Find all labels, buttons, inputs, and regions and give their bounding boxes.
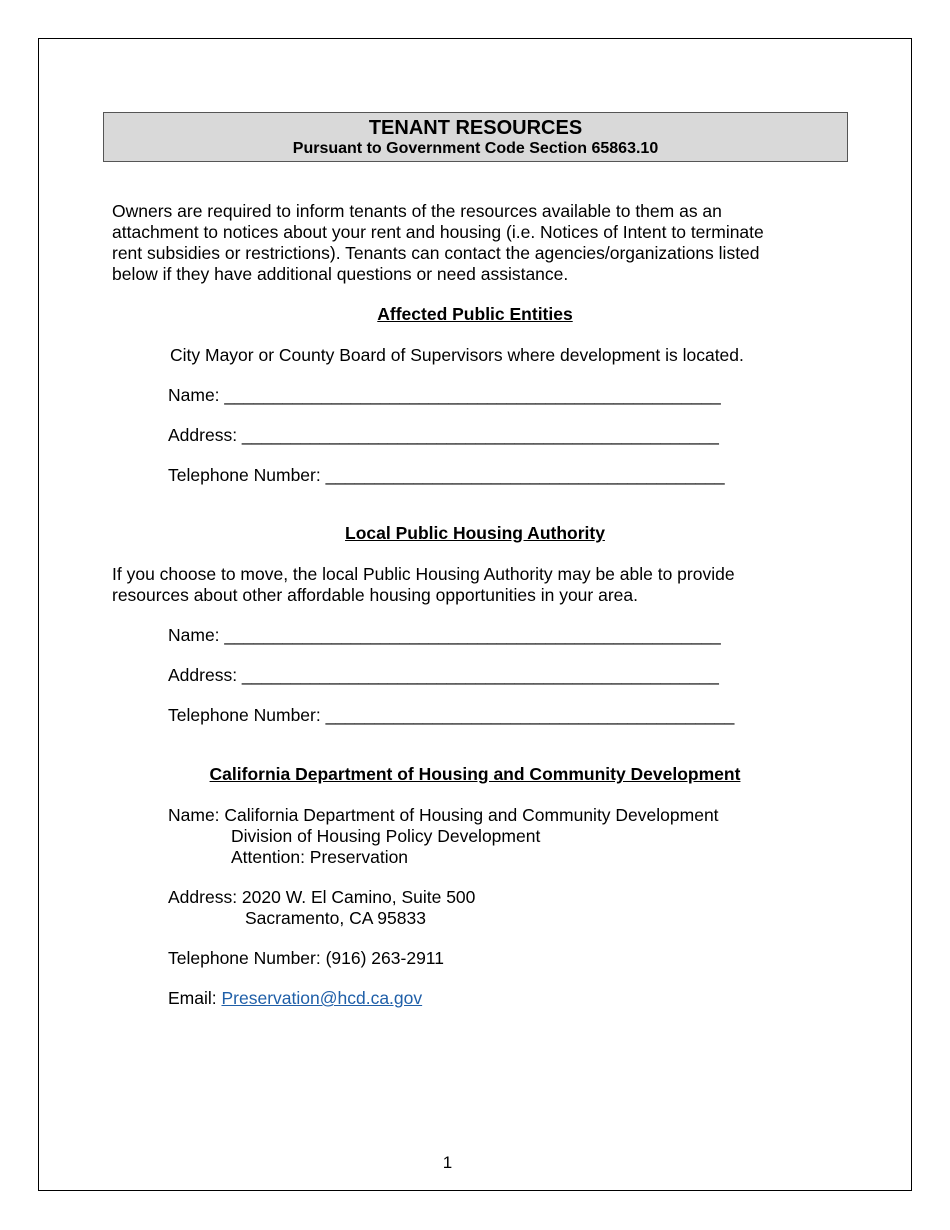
- hcd-telephone: Telephone Number: (916) 263-2911: [168, 948, 444, 968]
- intro-line: attachment to notices about your rent and housing (i.e. Notices of Intent to terminate: [112, 222, 764, 242]
- hcd-attention-line: Attention: Preservation: [231, 847, 409, 867]
- page-title: TENANT RESOURCES: [368, 117, 583, 139]
- hcd-email-label: Email:: [168, 988, 222, 1008]
- affected-name-field: Name: ___________________________________________________: [168, 385, 721, 405]
- page-number: 1: [442, 1153, 453, 1172]
- intro-line: below if they have additional questions or need assistance.: [112, 264, 569, 284]
- hcd-heading: California Department of Housing and Community Development: [209, 764, 741, 784]
- intro-line: rent subsidies or restrictions). Tenants can contact the agencies/organizations listed: [112, 243, 760, 263]
- pha-heading: Local Public Housing Authority: [345, 523, 605, 543]
- hcd-name-line: Name: California Department of Housing and Community Development: [168, 805, 719, 825]
- page-subtitle: Pursuant to Government Code Section 65863.10: [292, 140, 659, 157]
- hcd-email-link[interactable]: Preservation@hcd.ca.gov: [221, 988, 423, 1008]
- affected-description: City Mayor or County Board of Supervisors where development is located.: [170, 345, 744, 365]
- affected-entities-heading: Affected Public Entities: [377, 304, 573, 324]
- pha-line: If you choose to move, the local Public Housing Authority may be able to provide: [112, 564, 735, 584]
- affected-telephone-field: Telephone Number: _________________________________________: [168, 465, 725, 485]
- pha-name-field: Name: ___________________________________________________: [168, 625, 721, 645]
- hcd-city-line: Sacramento, CA 95833: [245, 908, 426, 928]
- title-box: [103, 112, 848, 162]
- intro-line: Owners are required to inform tenants of the resources available to them as an: [112, 201, 722, 221]
- affected-address-field: Address: _________________________________________________: [168, 425, 719, 445]
- hcd-division-line: Division of Housing Policy Development: [231, 826, 541, 846]
- hcd-address-line: Address: 2020 W. El Camino, Suite 500: [168, 887, 476, 907]
- pha-line: resources about other affordable housing opportunities in your area.: [112, 585, 638, 605]
- pha-address-field: Address: _________________________________________________: [168, 665, 719, 685]
- pha-telephone-field: Telephone Number: __________________________________________: [168, 705, 735, 725]
- hcd-email-row: [168, 988, 422, 1009]
